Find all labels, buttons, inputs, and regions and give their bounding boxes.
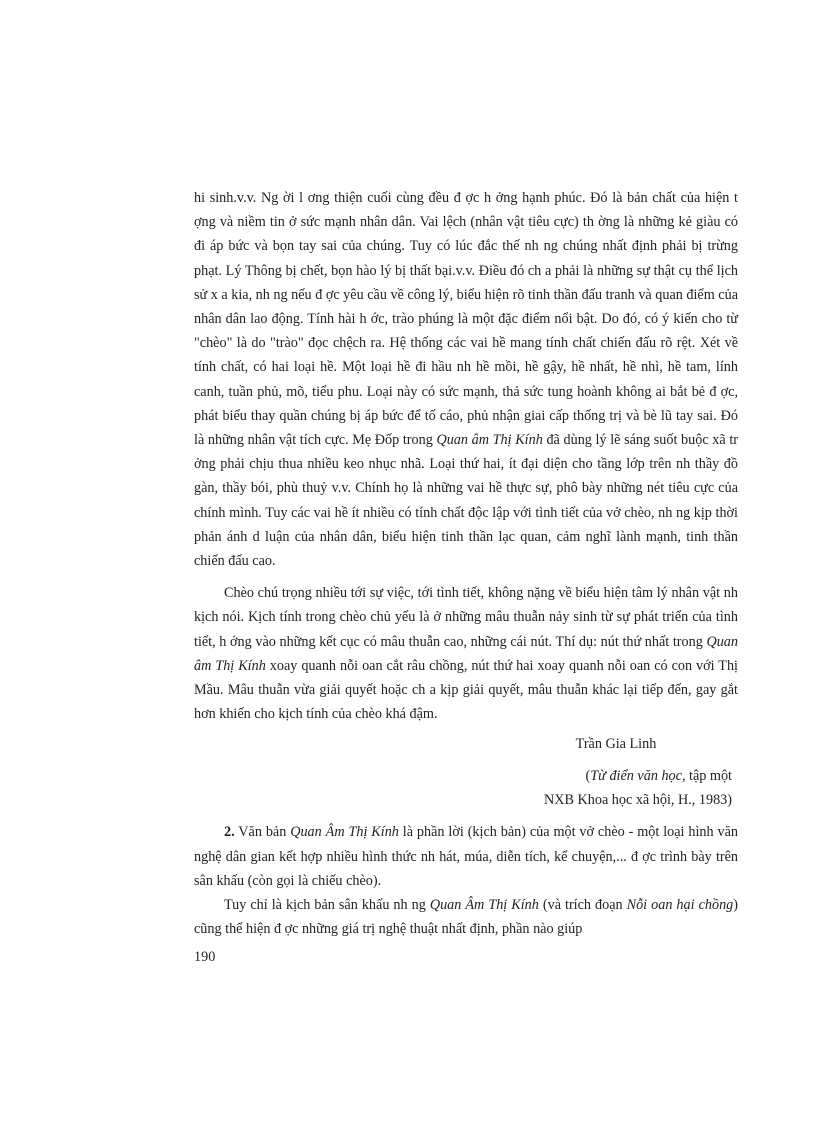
excerpt-title: Nỗi oan hại chồng [626,897,734,914]
text-run: Văn bản [234,824,291,841]
paragraph-characters [194,186,738,573]
text-run: Chèo chú trọng nhiều tới sự việc, tới tình tiết, không nặng về biểu hiện tâm lý nhân vật nh kịch nói. Kịch tính trong chèo chủ yếu là ở những mâu thuẫn nảy sinh từ sự phát triển của tình tiết, h ớng vào những kết cục có mâu thuẫn cao, những cái nút. Thí dụ: nút thứ nhất trong [194,585,738,650]
paragraph-artistic-value [194,893,738,941]
text-run: là phần lời (kịch bản) của một vở chèo - một loại hình văn nghệ dân gian kết hợp nhiều hình thức nh hát, múa, diễn tích, kể chuyện,... đ ợc trình bày trên sân khấu (còn gọi là chiếu chèo). [194,824,738,889]
text-run: hi sinh.v.v. Ng ời l ơng thiện cuối cùng đều đ ợc h ởng hạnh phúc. Đó là bản chất của hiện t ợng và niềm tin ở sức mạnh nhân dân. Vai lệch (nhân vật tiêu cực) th ờng là những kẻ giàu có đi áp bức và bọn tay sai của chúng. Tuy có lúc đắc thế nh ng chúng nhất định phải bị trừng phạt. Lý Thông bị chết, bọn hào lý bị thất bại.v.v. Điều đó ch a phải là những sự thật cụ thể lịch sử x a kia, nh ng nếu đ ợc yêu cầu về công lý, biểu hiện rõ tinh thần đấu tranh và quan điểm của nhân dân lao động. Tính hài h ớc, trào phúng là một đặc điểm nổi bật. Do đó, có ý kiến cho từ "chèo" là do "trào" đọc chệch ra. Hệ thống các vai hề mang tính chất chiến đấu rõ rệt. Xét về tính chất, có hai loại hề. Một loại hề đi hầu nh hề mồi, hề gậy, hề nhất, hề nhì, hề tam, lính canh, tuần phủ, mõ, tiểu phu. Loại này có sức mạnh, thả sức tung hoành không ai bắt bẻ đ ợc, phát biểu thay quần chúng bị áp bức để tố cáo, phủ nhận giai cấp thống trị và bè lũ tay sai. Đó là những nhân vật tích cực. Mẹ Đốp trong [194,190,738,449]
text-run: đã dùng lý lẽ sáng suốt buộc xã tr ởng phải chịu thua nhiều keo nhục nhã. Loại thứ hai, ít đại diện cho tầng lớp trên nh thầy đồ gàn, thầy bói, phù thuỷ v.v. Chính họ là những vai hề thực sự, phô bày những nét tiêu cực của chính mình. Tuy các vai hề ít nhiều có tính chất độc lập với tình tiết của vở chèo, nh ng kịp thời phản ánh d luận của nhân dân, biểu hiện tinh thần lạc quan, cảm nghĩ lành mạnh, tinh thần chiến đấu cao. [194,432,738,570]
page-number: 190 [194,949,216,965]
paragraph-dramatic-tension [194,581,738,726]
source-line-2: NXB Khoa học xã hội, H., 1983) [544,792,732,809]
work-title: Quan Âm Thị Kính [429,897,539,914]
source-paren: ( [585,768,591,785]
source-line-1 [194,764,732,788]
text-run: (và trích đoạn [538,897,627,914]
work-title: Quan Âm Thị Kính [290,824,399,841]
source-volume: , tập một [681,768,732,785]
section-number: 2. [224,824,235,841]
source-title: Từ điển văn học [590,768,682,785]
document-page [194,186,738,941]
text-run: xoay quanh nỗi oan cắt râu chồng, nút thứ hai xoay quanh nỗi oan có con với Thị Mầu. Mâu thuẫn vừa giải quyết hoặc ch a kịp giải quyết, mâu thuẫn khác lại tiếp đến, gay gắt hơn khiến cho kịch tính của chèo khá đậm. [194,657,738,723]
work-title: Quan âm Thị Kính [194,633,738,674]
text-run: Tuy chỉ là kịch bản sân khấu nh ng [224,897,430,914]
work-title: Quan âm Thị Kính [436,432,543,449]
paragraph-section-2 [194,820,738,893]
source-citation [194,764,738,812]
text-run: ) cũng thể hiện đ ợc những giá trị nghệ thuật nhất định, phần nào giúp [194,897,738,938]
author-name: Trần Gia Linh [575,736,657,753]
